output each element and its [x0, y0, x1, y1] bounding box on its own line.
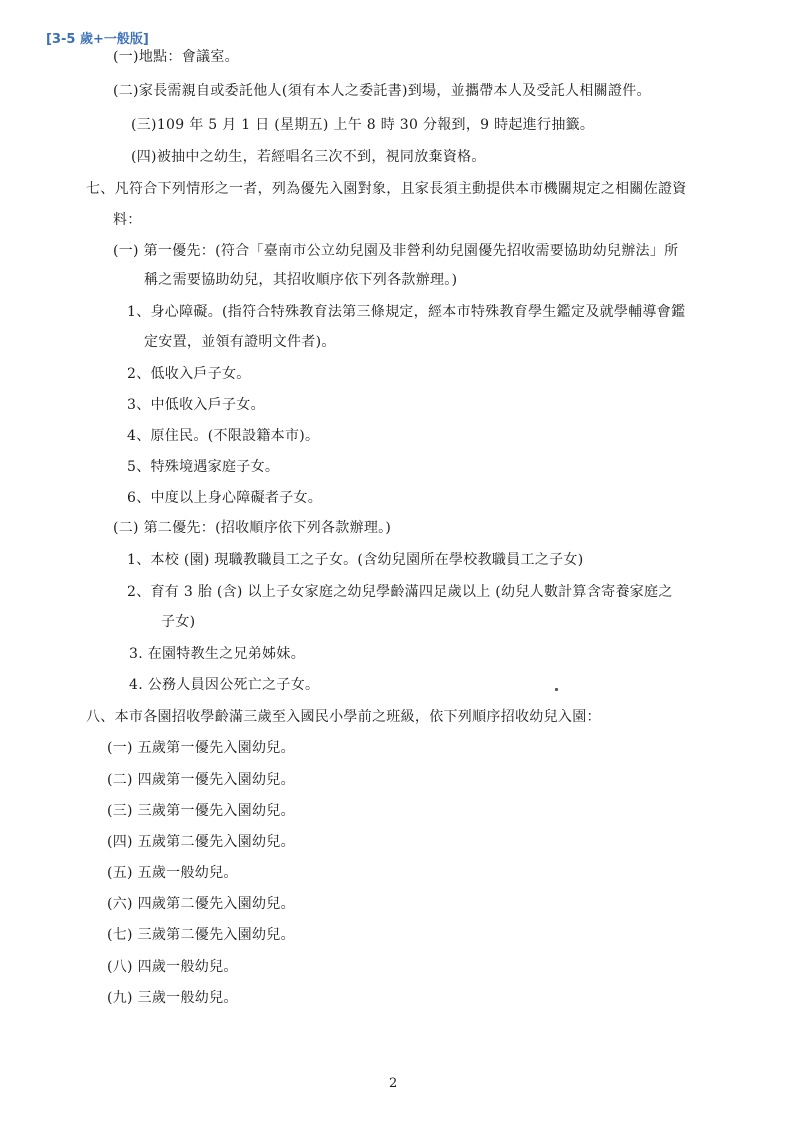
text-line: 料： [113, 212, 142, 228]
text-line: (二) 第二優先：(招收順序依下列各款辦理。) [113, 520, 392, 536]
text-line: 1、本校 (園) 現職教職員工之子女。(含幼兒園所在學校教職員工之子女) [127, 552, 584, 568]
text-line: 4. 公務人員因公死亡之子女。 [129, 677, 320, 693]
text-line: (一)地點：會議室。 [113, 49, 239, 65]
text-line: (六) 四歲第二優先入園幼兒。 [107, 896, 295, 912]
text-line: 3、中低收入戶子女。 [127, 397, 265, 413]
text-line: (五) 五歲一般幼兒。 [107, 865, 238, 881]
text-line: 七、凡符合下列情形之一者，列為優先入園對象，且家長須主動提供本市機關規定之相關佐證資 [86, 181, 687, 197]
text-line: 八、本市各園招收學齡滿三歲至入國民小學前之班級，依下列順序招收幼兒入園： [86, 709, 601, 725]
text-line: 稱之需要協助幼兒，其招收順序依下列各款辦理。) [144, 272, 458, 288]
version-stamp: [3-5 歲+一般版] [46, 32, 149, 47]
text-line: 2、低收入戶子女。 [127, 366, 251, 382]
text-line: (二) 四歲第一優先入園幼兒。 [107, 772, 295, 788]
text-line: (一) 第一優先：(符合「臺南市公立幼兒園及非營利幼兒園優先招收需要協助幼兒辦法」所 [113, 243, 679, 259]
text-line: (八) 四歲一般幼兒。 [107, 959, 238, 975]
text-line: 5、特殊境遇家庭子女。 [127, 459, 280, 475]
text-line: (九) 三歲一般幼兒。 [107, 990, 238, 1006]
text-line: (七) 三歲第二優先入園幼兒。 [107, 927, 295, 943]
text-line: 2、育有 3 胎 (含) 以上子女家庭之幼兒學齡滿四足歲以上 (幼兒人數計算含寄養家庭之 [127, 584, 673, 600]
text-line: (三)109 年 5 月 1 日 (星期五) 上午 8 時 30 分報到，9 時起進行抽籤。 [131, 117, 595, 133]
text-line: (四)被抽中之幼生，若經唱名三次不到，視同放棄資格。 [131, 149, 486, 165]
text-line: (四) 五歲第二優先入園幼兒。 [107, 834, 295, 850]
text-line: (一) 五歲第一優先入園幼兒。 [107, 740, 295, 756]
page-number: 2 [389, 1076, 398, 1091]
text-line: 子女) [161, 614, 196, 630]
text-line: (三) 三歲第一優先入園幼兒。 [107, 803, 295, 819]
text-line: 1、身心障礙。(指符合特殊教育法第三條規定，經本市特殊教育學生鑑定及就學輔導會鑑 [127, 304, 686, 320]
text-line: 6、中度以上身心障礙者子女。 [127, 490, 323, 506]
text-line: 4、原住民。(不限設籍本市)。 [127, 428, 320, 444]
text-line: 3. 在園特教生之兄弟姊妹。 [129, 646, 306, 662]
scan-speck [555, 688, 558, 691]
text-line: 定安置，並領有證明文件者)。 [144, 334, 336, 350]
text-line: (二)家長需親自或委託他人(須有本人之委託書)到場，並攜帶本人及受託人相關證件。 [113, 83, 651, 99]
